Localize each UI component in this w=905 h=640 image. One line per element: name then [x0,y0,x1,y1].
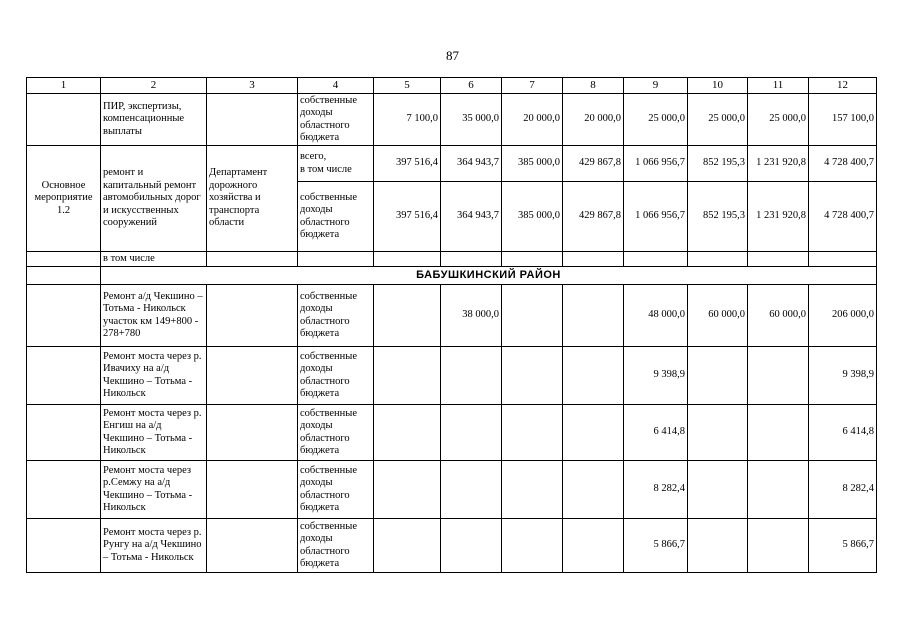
cell-total-label: всего, в том числе [298,146,374,182]
table-row [27,405,877,461]
col-header-5: 5 [374,78,441,94]
cell-value [374,347,441,405]
cell-empty [27,519,101,573]
cell-item-name: Ремонт а/д Чекшино – Тотьма - Никольск участок км 149+800 - 278+780 [101,285,207,347]
cell-empty [27,285,101,347]
cell-value [502,461,563,519]
cell-empty [809,252,877,267]
cell-value: 397 516,4 [374,182,441,252]
cell-source: собственные доходы областного бюджета [298,461,374,519]
cell-value [688,347,748,405]
cell-empty [207,252,298,267]
cell-source: собственные доходы областного бюджета [298,94,374,146]
table-row [27,347,877,405]
cell-value: 852 195,3 [688,146,748,182]
table-row [27,519,877,573]
col-header-11: 11 [748,78,809,94]
cell-value [748,519,809,573]
table-row [27,461,877,519]
cell-value [502,285,563,347]
cell-value: 385 000,0 [502,146,563,182]
cell-value: 60 000,0 [688,285,748,347]
cell-value: 4 728 400,7 [809,146,877,182]
cell-empty [27,267,101,285]
cell-empty [748,252,809,267]
cell-value [563,519,624,573]
cell-executor: Департамент дорожного хозяйства и транспорта области [207,146,298,252]
cell-value [688,405,748,461]
table-row-district [27,267,877,285]
cell-empty [27,461,101,519]
cell-value: 157 100,0 [809,94,877,146]
table-row-including [27,252,877,267]
col-header-1: 1 [27,78,101,94]
cell-value [748,347,809,405]
col-header-7: 7 [502,78,563,94]
cell-empty [207,285,298,347]
cell-value [502,519,563,573]
page-number: 87 [446,48,459,63]
cell-empty [441,252,502,267]
cell-event-code: Основное мероприятие 1.2 [27,146,101,252]
col-header-4: 4 [298,78,374,94]
cell-name: ПИР, экспертизы, компенсационные выплаты [101,94,207,146]
cell-value [563,461,624,519]
cell-source: собственные доходы областного бюджета [298,285,374,347]
cell-value: 8 282,4 [624,461,688,519]
cell-value: 9 398,9 [624,347,688,405]
cell-empty [207,461,298,519]
table-row-pir [27,94,877,146]
cell-value: 1 231 920,8 [748,146,809,182]
cell-value: 5 866,7 [624,519,688,573]
col-header-10: 10 [688,78,748,94]
cell-source: собственные доходы областного бюджета [298,519,374,573]
table-row [27,285,877,347]
cell-value: 7 100,0 [374,94,441,146]
cell-value: 1 066 956,7 [624,182,688,252]
cell-event-name: ремонт и капитальный ремонт автомобильных дорог и искусственных сооружений [101,146,207,252]
cell-empty [27,252,101,267]
cell-source: собственные доходы областного бюджета [298,347,374,405]
cell-empty [502,252,563,267]
cell-value [441,519,502,573]
cell-value [748,461,809,519]
cell-value [374,519,441,573]
cell-value: 25 000,0 [748,94,809,146]
cell-value [374,285,441,347]
cell-empty [27,347,101,405]
cell-empty [207,347,298,405]
col-header-3: 3 [207,78,298,94]
table-row-main-total [27,146,877,182]
cell-value: 364 943,7 [441,146,502,182]
cell-empty [374,252,441,267]
cell-value: 5 866,7 [809,519,877,573]
cell-empty [207,519,298,573]
cell-value: 397 516,4 [374,146,441,182]
cell-value [502,347,563,405]
cell-value [441,347,502,405]
cell-value [688,519,748,573]
cell-value: 429 867,8 [563,182,624,252]
cell-value: 1 231 920,8 [748,182,809,252]
cell-item-name: Ремонт моста через р. Ивачиху на а/д Чекшино – Тотьма - Никольск [101,347,207,405]
cell-value: 35 000,0 [441,94,502,146]
cell-empty [298,252,374,267]
cell-item-name: Ремонт моста через р.Семжу на а/д Чекшино – Тотьма - Никольск [101,461,207,519]
cell-value: 852 195,3 [688,182,748,252]
cell-value [441,405,502,461]
cell-value [563,405,624,461]
cell-value [688,461,748,519]
cell-value: 60 000,0 [748,285,809,347]
header-row [27,78,877,94]
cell-empty [27,94,101,146]
cell-value: 1 066 956,7 [624,146,688,182]
cell-value [563,285,624,347]
cell-value: 206 000,0 [809,285,877,347]
cell-value: 25 000,0 [624,94,688,146]
cell-value: 25 000,0 [688,94,748,146]
cell-source: собственные доходы областного бюджета [298,182,374,252]
cell-empty [563,252,624,267]
cell-item-name: Ремонт моста через р. Рунгу на а/д Чекшино – Тотьма - Никольск [101,519,207,573]
district-heading: БАБУШКИНСКИЙ РАЙОН [101,267,877,285]
cell-empty [688,252,748,267]
cell-value: 6 414,8 [624,405,688,461]
cell-value: 20 000,0 [563,94,624,146]
cell-source: собственные доходы областного бюджета [298,405,374,461]
cell-value: 364 943,7 [441,182,502,252]
col-header-2: 2 [101,78,207,94]
cell-value: 429 867,8 [563,146,624,182]
cell-value: 385 000,0 [502,182,563,252]
cell-empty [207,94,298,146]
cell-value: 9 398,9 [809,347,877,405]
cell-value: 4 728 400,7 [809,182,877,252]
cell-value [441,461,502,519]
cell-value: 20 000,0 [502,94,563,146]
cell-value [748,405,809,461]
col-header-8: 8 [563,78,624,94]
cell-value: 38 000,0 [441,285,502,347]
budget-table [26,77,877,573]
col-header-6: 6 [441,78,502,94]
cell-including: в том числе [101,252,207,267]
cell-value: 6 414,8 [809,405,877,461]
cell-empty [207,405,298,461]
cell-empty [27,405,101,461]
cell-value: 8 282,4 [809,461,877,519]
cell-value [374,461,441,519]
cell-empty [624,252,688,267]
col-header-9: 9 [624,78,688,94]
cell-item-name: Ремонт моста через р. Енгиш на а/д Чекшино – Тотьма - Никольск [101,405,207,461]
cell-value [374,405,441,461]
cell-value [563,347,624,405]
cell-value: 48 000,0 [624,285,688,347]
cell-value [502,405,563,461]
col-header-12: 12 [809,78,877,94]
